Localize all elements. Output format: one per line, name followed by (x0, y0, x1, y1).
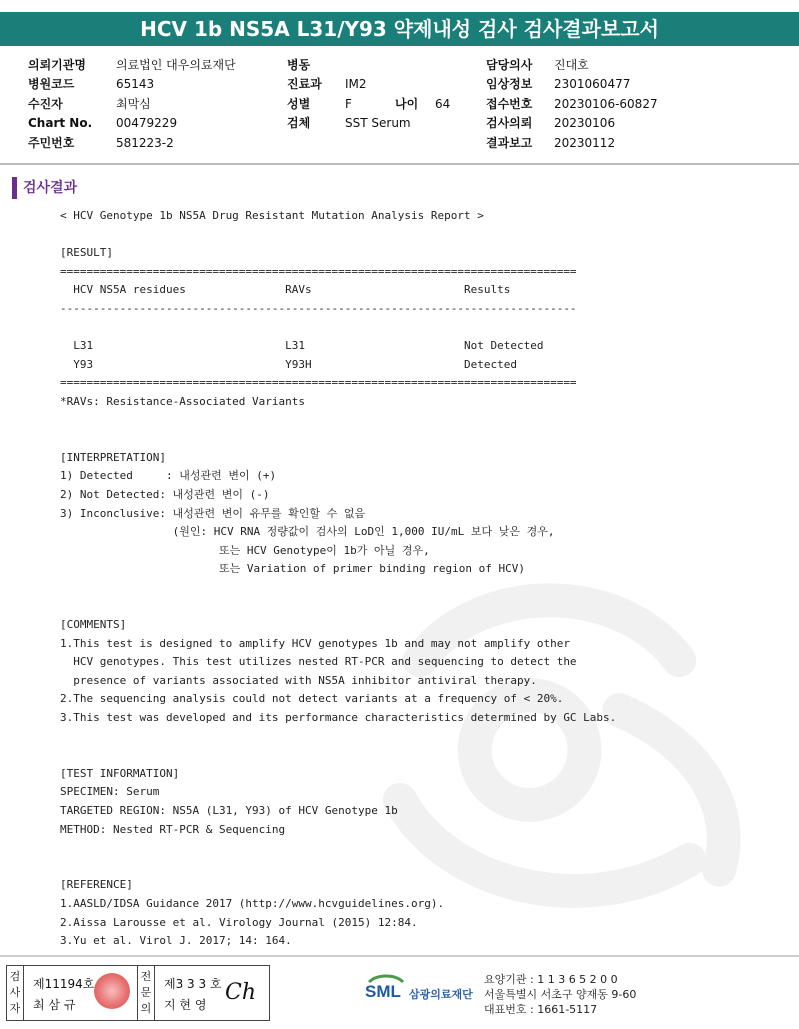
org-info-line: 서울특별시 서초구 양재동 9-60 (484, 988, 637, 1001)
info-row (486, 75, 658, 94)
info-label: Chart No. (28, 116, 93, 131)
report-line: L31 L31 Not Detected (60, 339, 544, 353)
report-line: 또는 Variation of primer binding region of HCV) (60, 562, 525, 576)
age-label: 나이 (395, 96, 419, 111)
report-line (60, 746, 616, 765)
info-value: 2301060477 (554, 77, 631, 92)
info-value: IM2 (345, 77, 367, 92)
report-line: [RESULT] (60, 246, 113, 260)
examiner-license: 제11194호 (33, 977, 95, 991)
report-line (60, 430, 616, 449)
info-value: 20230106 (554, 116, 616, 131)
info-row (486, 56, 658, 75)
report-line: 2.Aissa Larousse et al. Virology Journal (2015) 12:84. (60, 915, 418, 929)
info-label: 검체 (287, 116, 311, 131)
info-label: 담당의사 (486, 58, 533, 72)
report-line: ------------------------------------------------------------------------------ (60, 301, 577, 315)
report-line: ============================================================================== (60, 264, 577, 278)
sml-logo (365, 972, 495, 1012)
report-line: 2) Not Detected: 내성관련 변이 (-) (60, 487, 270, 501)
report-line: *RAVs: Resistance-Associated Variants (60, 394, 306, 408)
age-value: 64 (435, 96, 451, 111)
sml-wordmark: SML (365, 982, 401, 1001)
report-line: presence of variants associated with NS5A inhibitor antiviral therapy. (60, 673, 537, 687)
report-line (60, 839, 616, 858)
report-line (60, 579, 616, 598)
report-line: SPECIMEN: Serum (60, 785, 160, 799)
signature: Ch (225, 980, 257, 1005)
org-info-line: 대표번호 : 1661-5117 (484, 1003, 598, 1016)
info-row (28, 114, 236, 133)
info-label: 성별 (287, 96, 311, 111)
org-info-line: 요양기관 : 1 1 3 6 5 2 0 0 (484, 973, 618, 986)
info-value: 최막심 (116, 96, 151, 111)
report-line: METHOD: Nested RT-PCR & Sequencing (60, 822, 286, 836)
patient-info-left (28, 56, 236, 153)
specialist-license: 제3 3 3 호 (164, 977, 222, 991)
info-value: SST Serum (345, 116, 411, 131)
org-info (484, 972, 636, 1017)
info-value: 581223-2 (116, 135, 174, 150)
info-label: 임상정보 (486, 77, 533, 92)
info-row (287, 95, 450, 114)
report-line (60, 319, 616, 338)
specialist-label: 전문의 (137, 966, 155, 1020)
info-label: 결과보고 (486, 135, 533, 150)
info-row (28, 95, 236, 114)
specialist-name: 지 현 영 (164, 998, 207, 1012)
org-name: 삼광의료재단 (409, 988, 473, 1001)
report-line: [INTERPRETATION] (60, 450, 166, 464)
report-line: HCV NS5A residues RAVs Results (60, 283, 511, 297)
report-line: 또는 HCV Genotype이 1b가 아닐 경우, (60, 543, 430, 557)
info-value: 20230112 (554, 135, 616, 150)
report-line: TARGETED REGION: NS5A (L31, Y93) of HCV Genotype 1b (60, 804, 398, 817)
report-line: [TEST INFORMATION] (60, 766, 180, 780)
patient-info-right (486, 56, 658, 153)
info-row (28, 134, 236, 153)
info-value: 65143 (116, 77, 155, 92)
report-title: HCV 1b NS5A L31/Y93 약제내성 검사 검사결과보고서 (0, 12, 799, 46)
info-row (287, 75, 450, 94)
report-line: 3) Inconclusive: 내성관련 변이 유무를 확인할 수 없음 (60, 506, 366, 520)
report-line: 1.AASLD/IDSA Guidance 2017 (http://www.hcvguidelines.org). (60, 896, 445, 910)
seal-stamp-icon (94, 973, 130, 1009)
info-row (28, 56, 236, 75)
info-label: 진료과 (287, 77, 322, 92)
report-line (60, 226, 616, 245)
report-line: 1.This test is designed to amplify HCV genotypes 1b and may not amplify other (60, 636, 570, 650)
report-line (60, 728, 616, 747)
report-line (60, 597, 616, 616)
patient-info-middle (287, 56, 450, 134)
examiner-label: 검사자 (7, 966, 24, 1020)
report-line: 3.This test was developed and its performance characteristics determined by GC Labs. (60, 711, 617, 725)
info-row (287, 114, 450, 133)
info-label: 수진자 (28, 96, 63, 111)
report-line (60, 412, 616, 431)
info-row (28, 75, 236, 94)
info-label: 주민번호 (28, 135, 75, 150)
info-row (486, 95, 658, 114)
signature-box (6, 965, 270, 1021)
info-value: F (345, 96, 352, 111)
info-label: 병동 (287, 58, 311, 72)
report-line: [COMMENTS] (60, 618, 127, 632)
report-line: (원인: HCV RNA 정량값이 검사의 LoD인 1,000 IU/mL 보다 낮은 경우, (60, 525, 555, 539)
report-line: 1) Detected : 내성관련 변이 (+) (60, 469, 277, 483)
header-divider (0, 163, 799, 165)
info-value: 의료법인 대우의료재단 (116, 58, 236, 72)
report-line (60, 858, 616, 877)
report-line: HCV genotypes. This test utilizes nested RT-PCR and sequencing to detect the (60, 655, 577, 669)
report-line: ============================================================================== (60, 376, 577, 390)
info-value: 00479229 (116, 116, 178, 131)
info-label: 접수번호 (486, 96, 533, 111)
info-label: 검사의뢰 (486, 116, 533, 131)
footer-divider (0, 955, 799, 957)
report-line: < HCV Genotype 1b NS5A Drug Resistant Mutation Analysis Report > (60, 209, 484, 222)
info-row (486, 114, 658, 133)
info-value: 진대호 (554, 58, 589, 72)
report-line: 2.The sequencing analysis could not detect variants at a frequency of < 20%. (60, 692, 564, 706)
info-row (287, 56, 450, 75)
info-label: 의뢰기관명 (28, 58, 86, 72)
examiner-name: 최 삼 규 (33, 998, 76, 1012)
info-row (486, 134, 658, 153)
report-line: 3.Yu et al. Virol J. 2017; 14: 164. (60, 934, 292, 948)
info-value: 20230106-60827 (554, 96, 658, 111)
report-line: [REFERENCE] (60, 878, 133, 892)
report-body (60, 207, 616, 951)
section-title: 검사결과 (12, 177, 77, 199)
report-line: Y93 Y93H Detected (60, 357, 517, 371)
info-label: 병원코드 (28, 77, 75, 92)
